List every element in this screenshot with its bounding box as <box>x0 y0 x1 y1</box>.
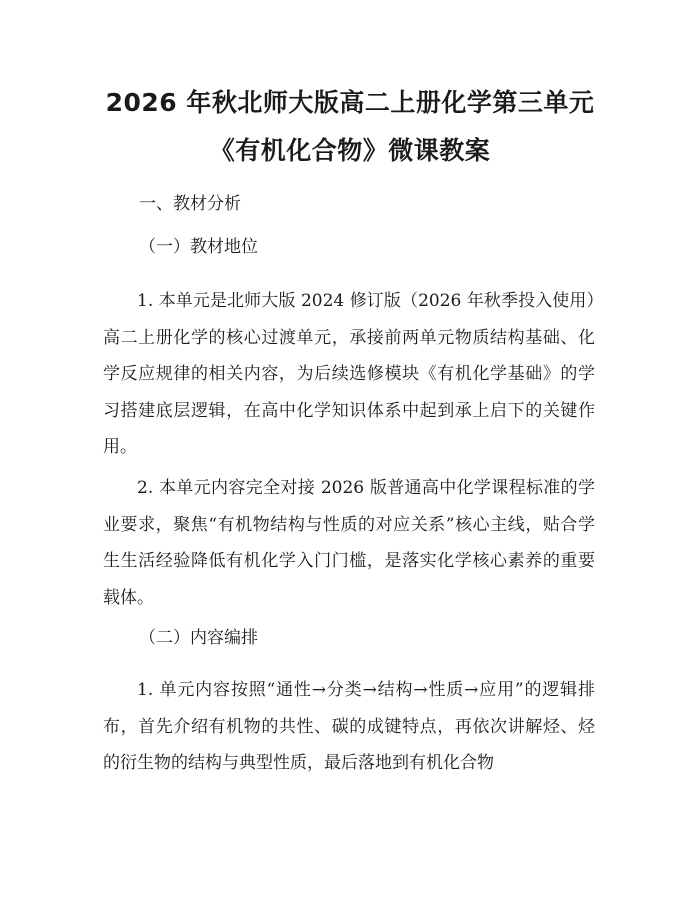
subsection-heading-content-arrangement: （二）内容编排 <box>139 628 258 648</box>
document-title-line-1: 2026 年秋北师大版高二上册化学第三单元 <box>105 88 595 117</box>
paragraph-position-1: 1. 本单元是北师大版 2024 修订版（2026 年秋季投入使用）高二上册化学的核心过渡单元，承接前两单元物质结构基础、化学反应规律的相关内容，为后续选修模块《有机化学基础》的学习搭建底层逻辑，在高中化学知识体系中起到承上启下的关键作用。 <box>103 291 595 457</box>
paragraph-position-2: 2. 本单元内容完全对接 2026 版普通高中化学课程标准的学业要求，聚焦“有机物结构与性质的对应关系”核心主线，贴合学生生活经验降低有机化学入门门槛，是落实化学核心素养的重要载体。 <box>103 478 595 608</box>
document-title-line-2: 《有机化合物》微课教案 <box>209 136 491 165</box>
paragraph-arrangement-1: 1. 单元内容按照“通性→分类→结构→性质→应用”的逻辑排布，首先介绍有机物的共性、碳的成键特点，再依次讲解烃、烃的衍生物的结构与典型性质，最后落地到有机化合物 <box>103 680 595 773</box>
subsection-heading-textbook-position: （一）教材地位 <box>139 237 258 257</box>
section-heading-textbook-analysis: 一、教材分析 <box>139 194 241 214</box>
